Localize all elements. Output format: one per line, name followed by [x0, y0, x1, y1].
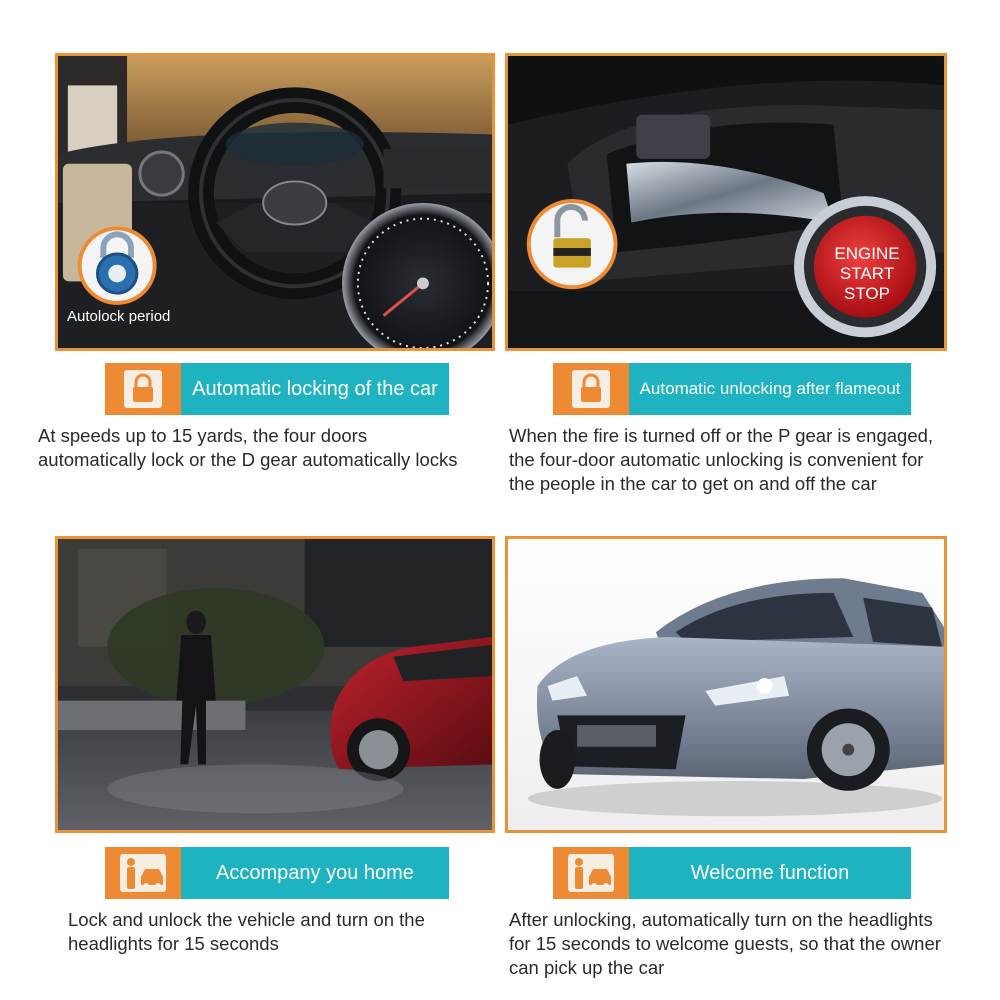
- description-line: the four-door automatic unlocking is convenient for: [509, 449, 924, 470]
- person-car-icon: [105, 847, 181, 899]
- photo-night-street: [55, 536, 495, 833]
- description-line: headlights for 15 seconds: [68, 933, 279, 954]
- button-text-line: START: [839, 264, 895, 283]
- description-line: At speeds up to 15 yards, the four doors: [38, 425, 368, 446]
- description-line: the people in the car to get on and off the car: [509, 473, 877, 494]
- description-line: for 15 seconds to welcome guests, so that the owner: [509, 933, 941, 954]
- autolock-period-label: Autolock period: [67, 308, 171, 325]
- badge-label: Automatic unlocking after flameout: [629, 363, 911, 415]
- badge-automatic-unlocking: [553, 363, 911, 415]
- badge-label: Automatic locking of the car: [181, 363, 449, 415]
- description-welcome-function: [509, 908, 941, 980]
- lock-icon: [553, 363, 629, 415]
- photo-silver-car: [505, 536, 947, 833]
- description-automatic-unlocking: [509, 424, 933, 496]
- lock-icon: [105, 363, 181, 415]
- description-line: Lock and unlock the vehicle and turn on the: [68, 909, 425, 930]
- description-line: After unlocking, automatically turn on the headlights: [509, 909, 933, 930]
- badge-label: Welcome function: [629, 847, 911, 899]
- engine-start-stop-button: [817, 244, 917, 304]
- badge-automatic-locking: [105, 363, 449, 415]
- photo-dashboard: [55, 53, 495, 351]
- photo-door-handle: [505, 53, 947, 351]
- badge-accompany-home: [105, 847, 449, 899]
- button-text-line: STOP: [844, 284, 890, 303]
- badge-welcome-function: [553, 847, 911, 899]
- description-line: automatically lock or the D gear automatically locks: [38, 449, 458, 470]
- description-line: When the fire is turned off or the P gear is engaged,: [509, 425, 934, 446]
- description-line: can pick up the car: [509, 957, 665, 978]
- description-accompany-home: [68, 908, 425, 956]
- description-automatic-locking: [38, 424, 458, 472]
- button-text-line: ENGINE: [834, 244, 900, 263]
- person-car-icon: [553, 847, 629, 899]
- badge-label: Accompany you home: [181, 847, 449, 899]
